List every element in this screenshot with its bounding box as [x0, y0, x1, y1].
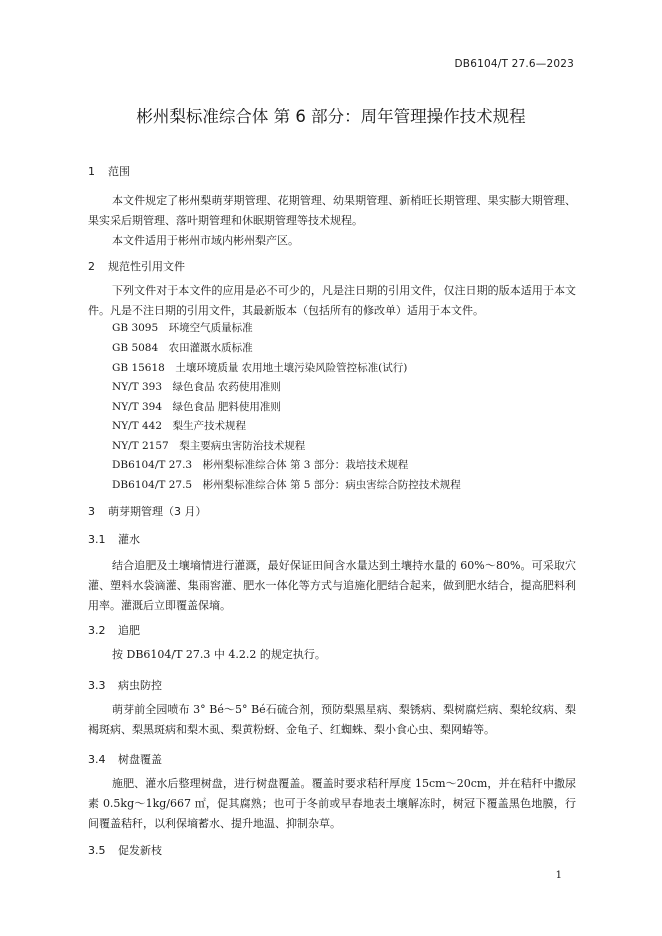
section-title: 范围: [108, 165, 130, 178]
section-1-paragraph-2: 本文件适用于彬州市域内彬州梨产区。: [112, 234, 299, 247]
section-title: 病虫防控: [118, 679, 162, 692]
section-3-1-paragraph: 结合追肥及土壤墒情进行灌溉，最好保证田间含水量达到土壤持水量的 60%～80%。可采取穴灌、塑料水袋滴灌、集雨窖灌、肥水一体化等方式与追施化肥结合起来，做到肥水结合，提高肥料利用率。灌溉后立即覆盖保墒。: [88, 559, 576, 612]
reference-item: GB 5084 农田灌溉水质标准: [112, 342, 253, 354]
section-3-2-paragraph: 按 DB6104/T 27.3 中 4.2.2 的规定执行。: [112, 648, 326, 661]
reference-item: GB 3095 环境空气质量标准: [112, 322, 253, 334]
document-title: 彬州梨标准综合体 第 6 部分：周年管理操作技术规程: [136, 107, 526, 126]
reference-item: NY/T 394 绿色食品 肥料使用准则: [112, 401, 281, 413]
reference-item: NY/T 393 绿色食品 农药使用准则: [112, 381, 281, 393]
section-number: 3.5: [88, 844, 106, 857]
section-1-heading: [88, 163, 130, 179]
section-3-4-paragraph: 施肥、灌水后整理树盘，进行树盘覆盖。覆盖时要求秸秆厚度 15cm～20cm，并在秸秆中撒尿素 0.5kg～1kg/667 ㎡，促其腐熟；也可于冬前或早春地表土壤解冻时，树冠下覆盖黑色地膜，行间覆盖秸秆，以利保墒蓄水、提升地温、抑制杂草。: [88, 777, 576, 830]
section-number: 3.2: [88, 624, 106, 637]
section-2-paragraph-1: 下列文件对于本文件的应用是必不可少的，凡是注日期的引用文件，仅注日期的版本适用于本文件。凡是不注日期的引用文件，其最新版本（包括所有的修改单）适用于本文件。: [88, 284, 576, 317]
reference-item: DB6104/T 27.3 彬州梨标准综合体 第 3 部分：栽培技术规程: [112, 459, 409, 471]
page-number: 1: [555, 870, 562, 881]
section-title: 萌芽期管理（3 月）: [108, 505, 207, 518]
section-3-2-heading: [88, 622, 140, 638]
section-3-4-heading: [88, 751, 162, 767]
section-3-1-heading: [88, 531, 140, 547]
reference-item: NY/T 442 梨生产技术规程: [112, 420, 247, 432]
section-title: 树盘覆盖: [118, 753, 162, 766]
section-3-3-heading: [88, 677, 162, 693]
section-number: 3: [88, 505, 95, 518]
section-title: 追肥: [118, 624, 140, 637]
reference-item: DB6104/T 27.5 彬州梨标准综合体 第 5 部分：病虫害综合防控技术规程: [112, 479, 461, 491]
section-number: 3.3: [88, 679, 106, 692]
section-number: 2: [88, 260, 95, 273]
document-code: DB6104/T 27.6—2023: [454, 58, 574, 70]
section-number: 3.1: [88, 533, 106, 546]
section-2-heading: [88, 258, 185, 274]
section-number: 1: [88, 165, 95, 178]
section-3-heading: [88, 503, 207, 519]
section-3-3-paragraph: 萌芽前全园喷布 3° Bé～5° Bé石硫合剂，预防梨黑星病、梨锈病、梨树腐烂病、梨轮纹病、梨褐斑病、梨黑斑病和梨木虱、梨黄粉蚜、金龟子、红蜘蛛、梨小食心虫、梨网蝽等。: [88, 703, 576, 736]
section-title: 灌水: [118, 533, 140, 546]
section-title: 规范性引用文件: [108, 260, 185, 273]
section-number: 3.4: [88, 753, 106, 766]
reference-item: NY/T 2157 梨主要病虫害防治技术规程: [112, 440, 306, 452]
section-3-5-heading: [88, 842, 162, 858]
section-1-paragraph-1: 本文件规定了彬州梨萌芽期管理、花期管理、幼果期管理、新梢旺长期管理、果实膨大期管理、果实采后期管理、落叶期管理和休眠期管理等技术规程。: [88, 194, 576, 227]
section-title: 促发新枝: [118, 844, 162, 857]
reference-item: GB 15618 土壤环境质量 农用地土壤污染风险管控标准(试行): [112, 362, 408, 374]
